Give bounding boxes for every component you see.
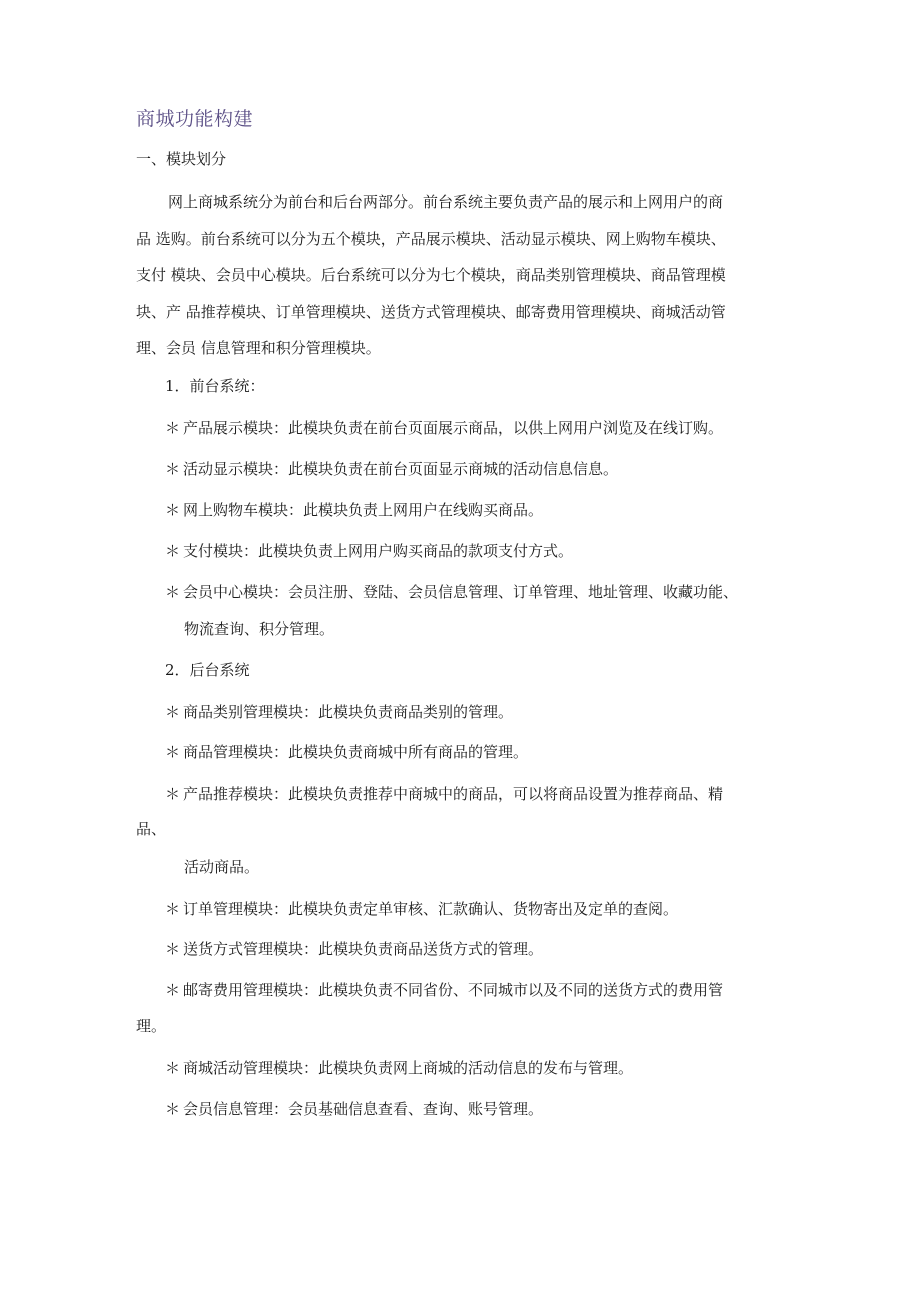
back-item-continuation: 活动商品。: [184, 858, 260, 876]
back-item-text: 商城活动管理模块：此模块负责网上商城的活动信息的发布与管理。: [183, 1059, 634, 1077]
back-item-text: 商品类别管理模块：此模块负责商品类别的管理。: [183, 703, 514, 721]
back-item: [165, 1057, 633, 1078]
front-item-text: 会员中心模块：会员注册、登陆、会员信息管理、订单管理、地址管理、收藏功能、: [183, 583, 739, 601]
back-system-heading: 2．后台系统: [165, 661, 250, 679]
front-item: [165, 540, 573, 561]
back-item-text: 产品推荐模块：此模块负责推荐中商城中的商品，可以将商品设置为推荐商品、精: [183, 785, 724, 803]
intro-line: 网上商城系统分为前台和后台两部分。前台系统主要负责产品的展示和上网用户的商: [168, 193, 724, 211]
back-item-wrap: 理。: [136, 1017, 167, 1035]
back-item: [165, 783, 723, 804]
intro-paragraph: [136, 184, 786, 367]
front-item-text: 支付模块：此模块负责上网用户购买商品的款项支付方式。: [183, 542, 574, 560]
bullet-star: ＊: [165, 583, 181, 601]
bullet-star: ＊: [165, 900, 181, 918]
front-item-continuation: 物流查询、积分管理。: [184, 620, 335, 638]
back-item: [165, 979, 723, 1000]
back-item-text: 订单管理模块：此模块负责定单审核、汇款确认、货物寄出及定单的查阅。: [183, 900, 679, 918]
back-item: [165, 741, 528, 762]
back-item-text: 商品管理模块：此模块负责商城中所有商品的管理。: [183, 743, 529, 761]
intro-line: 理、会员 信息管理和积分管理模块。: [136, 339, 381, 357]
back-item-text: 邮寄费用管理模块：此模块负责不同省份、不同城市以及不同的送货方式的费用管: [183, 981, 724, 999]
bullet-star: ＊: [165, 501, 181, 519]
bullet-star: ＊: [165, 743, 181, 761]
front-item: [165, 581, 738, 602]
bullet-star: ＊: [165, 703, 181, 721]
back-item-wrap: 品、: [136, 820, 167, 838]
back-item: [165, 1098, 543, 1119]
section-heading: 一、模块划分: [136, 150, 227, 168]
back-item: [165, 938, 543, 959]
bullet-star: ＊: [165, 542, 181, 560]
bullet-star: ＊: [165, 1059, 181, 1077]
bullet-star: ＊: [165, 981, 181, 999]
front-item: [165, 458, 618, 479]
back-item: [165, 701, 513, 722]
intro-line: 品 选购。前台系统可以分为五个模块，产品展示模块、活动显示模块、网上购物车模块、: [136, 229, 726, 248]
front-item: [165, 417, 723, 438]
front-item-text: 活动显示模块：此模块负责在前台页面显示商城的活动信息信息。: [183, 460, 619, 478]
bullet-star: ＊: [165, 419, 181, 437]
front-item: [165, 499, 543, 520]
front-item-text: 网上购物车模块：此模块负责上网用户在线购买商品。: [183, 501, 544, 519]
back-item-text: 会员信息管理：会员基础信息查看、查询、账号管理。: [183, 1100, 544, 1118]
back-item: [165, 898, 678, 919]
bullet-star: ＊: [165, 1100, 181, 1118]
bullet-star: ＊: [165, 785, 181, 803]
front-item-text: 产品展示模块：此模块负责在前台页面展示商品，以供上网用户浏览及在线订购。: [183, 419, 724, 437]
back-item-text: 送货方式管理模块：此模块负责商品送货方式的管理。: [183, 940, 544, 958]
bullet-star: ＊: [165, 940, 181, 958]
intro-line: 块、产 品推荐模块、订单管理模块、送货方式管理模块、邮寄费用管理模块、商城活动管: [136, 302, 726, 321]
front-system-heading: 1．前台系统：: [165, 377, 265, 395]
intro-line: 支付 模块、会员中心模块。后台系统可以分为七个模块，商品类别管理模块、商品管理模: [136, 266, 726, 284]
bullet-star: ＊: [165, 460, 181, 478]
page-title: 商城功能构建: [136, 108, 254, 130]
